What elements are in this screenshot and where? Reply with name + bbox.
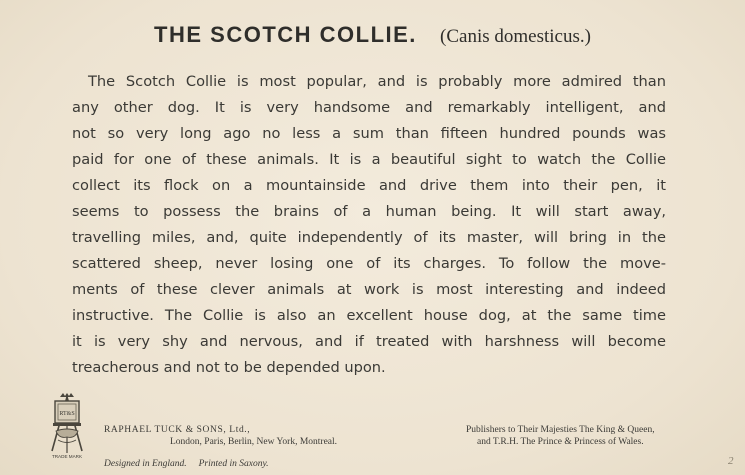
body-line: ments of these clever animals at work is most interesting and indeed <box>72 281 666 298</box>
body-line: collect its flock on a mountainside and drive them into their pen, it <box>72 177 666 194</box>
body-line: travelling miles, and, quite independently of its master, will bring in the <box>72 229 666 246</box>
publisher-cities: London, Paris, Berlin, New York, Montreal. <box>170 437 338 447</box>
royal-warrant-line-2: and T.R.H. The Prince & Princess of Wales. <box>476 437 644 447</box>
publisher-name: RAPHAEL TUCK & SONS, Ltd., <box>104 425 251 435</box>
origin-line <box>104 458 337 470</box>
body-line: not so very long ago no less a sum than fifteen hundred pounds was <box>72 125 666 142</box>
printed-in: Printed in Saxony. <box>198 459 269 469</box>
latin-name: (Canis domesticus.) <box>440 26 591 47</box>
body-line: scattered sheep, never losing one of its charges. To follow the move- <box>72 255 666 272</box>
body-line: instructive. The Collie is also an excellent house dog, at the same time <box>72 307 666 324</box>
body-line: paid for one of these animals. It is a beautiful sight to watch the Collie <box>72 151 666 168</box>
heading <box>0 22 745 48</box>
body-line: seems to possess the brains of a human being. It will start away, <box>72 203 666 220</box>
designed-in: Designed in England. <box>104 459 187 469</box>
royal-warrant <box>466 424 655 448</box>
description-paragraph <box>72 69 666 381</box>
corner-pencil-mark: 2 <box>728 455 734 467</box>
body-line: The Scotch Collie is most popular, and is probably more admired than <box>88 73 666 90</box>
trademark-easel-logo-icon <box>44 393 90 459</box>
royal-warrant-line-1: Publishers to Their Majesties The King & Queen, <box>466 425 655 435</box>
body-line: any other dog. It is very handsome and remarkably intelligent, and <box>72 99 666 116</box>
body-line: it is very shy and nervous, and if treated with harshness will become <box>72 333 666 350</box>
publisher-imprint <box>104 424 337 470</box>
svg-text:RT&S: RT&S <box>59 411 75 417</box>
svg-text:TRADE MARK: TRADE MARK <box>51 454 83 459</box>
body-line: treacherous and not to be depended upon. <box>72 359 386 376</box>
card-title: THE SCOTCH COLLIE. <box>154 22 417 47</box>
